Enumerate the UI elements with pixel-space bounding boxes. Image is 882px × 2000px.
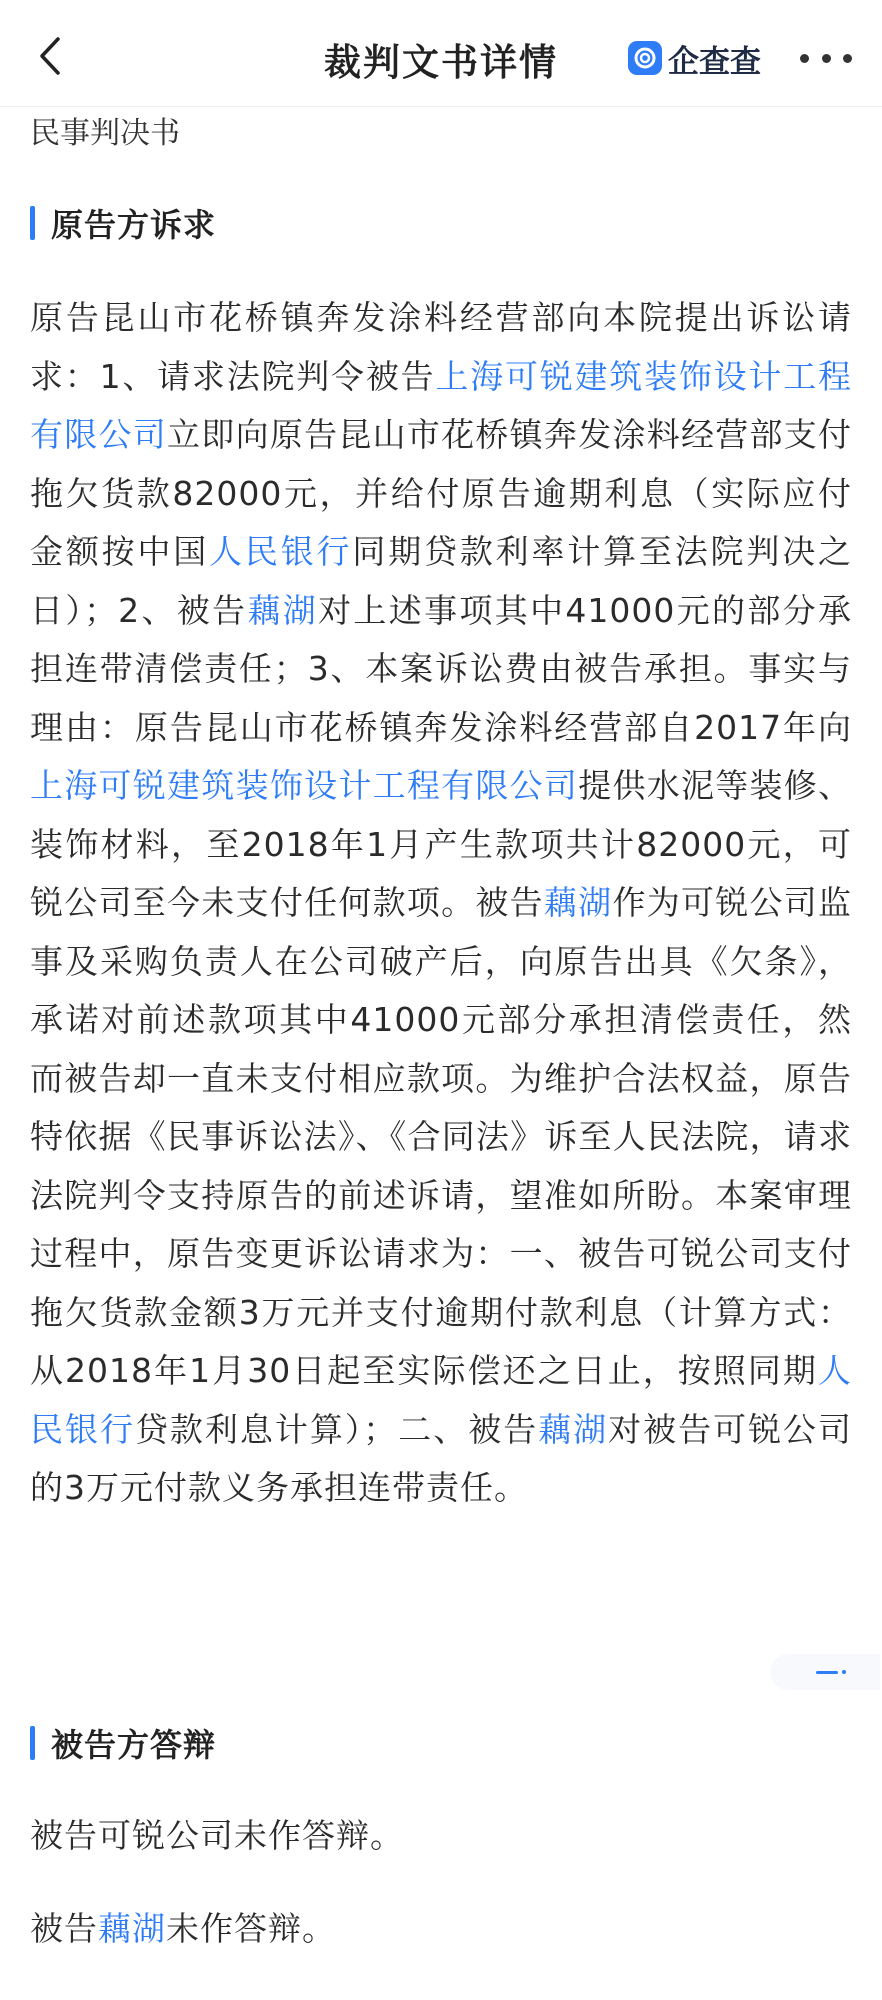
brand-name: 企查查 [668,43,761,80]
defense-paragraph-1: 被告可锐公司未作答辩。 [30,1816,404,1855]
section-heading-defense [30,1723,216,1763]
chevron-left-icon [38,36,62,76]
document-type: 民事判决书 [30,116,180,151]
claim-text: 同期贷款利率计算至法院判决之日）；2、被告 [30,532,853,630]
page-title: 裁判文书详情 [324,41,558,84]
brand-link[interactable] [628,38,761,78]
back-button[interactable] [28,34,72,78]
claim-text: 对被告可锐公司的3万元付款义务承担连带责任。 [30,1409,853,1507]
claim-paragraph [30,289,852,1518]
floating-side-tab[interactable] [770,1654,880,1690]
more-button[interactable] [800,40,852,76]
entity-link[interactable]: 人民银行 [30,1351,852,1449]
top-nav-bar [0,0,882,107]
entity-link[interactable]: 人民银行 [209,532,353,571]
claim-text: 原告昆山市花桥镇奔发涂料经营部向本院提出诉讼请求：1、请求法院判令被告 [30,298,852,396]
entity-link[interactable]: 藕湖 [543,883,613,922]
entity-link[interactable]: 藕湖 [247,590,319,630]
section-title: 被告方答辩 [51,1726,217,1764]
person-link[interactable]: 藕湖 [98,1909,166,1948]
defense-text: 被告 [30,1909,98,1948]
section-heading-claim [30,203,216,243]
claim-text: 提供水泥等装修、装饰材料，至2018年1月产生款项共计82000元，可锐公司至今未支付任何款项。被告 [30,766,853,922]
claim-text: 对上述事项其中41000元的部分承担连带清偿责任；3、本案诉讼费由被告承担。事实与理由：原告昆山市花桥镇奔发涂料经营部自2017年向 [30,590,852,747]
section-title: 原告方诉求 [51,206,217,244]
defense-text: 未作答辩。 [166,1909,336,1948]
section-accent-bar [30,1726,35,1760]
claim-text: 立即向原告昆山市花桥镇奔发涂料经营部支付拖欠货款82000元，并给付原告逾期利息（实际应付金额按中国 [30,415,853,571]
entity-link[interactable]: 藕湖 [538,1409,609,1449]
claim-text: 作为可锐公司监事及采购负责人在公司破产后，向原告出具《欠条》，承诺对前述款项其中41000元部分承担清偿责任，然而被告却一直未支付相应款项。为维护合法权益，原告特依据《民事诉讼法》、《合同法》诉至人民法院，请求法院判令支持原告的前述诉请，望准如所盼。本案审理过程中，原告变更诉讼请求为：一、被告可锐公司支付拖欠货款金额3万元并支付逾期付款利息（计算方式：从2018年1月30日起至实际偿还之日止，按照同期 [30,883,853,1390]
entity-link[interactable]: 上海可锐建筑装饰设计工程有限公司 [30,766,579,805]
claim-text: 贷款利息计算）；二、被告 [134,1409,539,1449]
section-accent-bar [30,206,35,240]
brand-logo-icon [628,41,662,75]
more-horizontal-icon [800,54,809,63]
entity-link[interactable]: 上海可锐建筑装饰设计工程有限公司 [30,356,852,454]
defense-paragraph-2 [30,1900,852,1959]
